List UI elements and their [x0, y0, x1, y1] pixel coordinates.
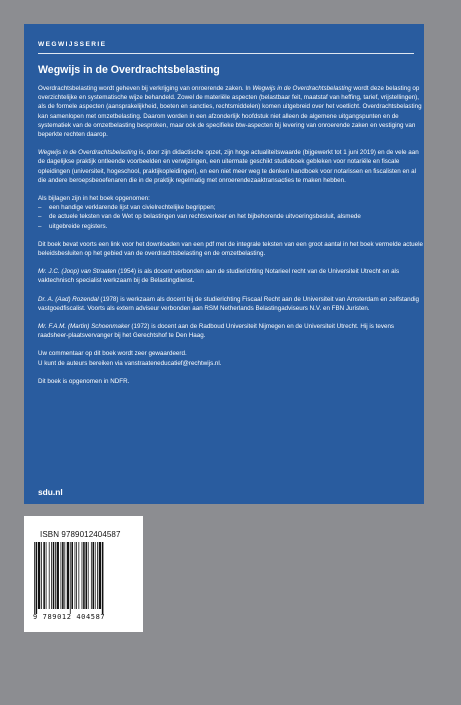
- ndfr-note: Dit boek is opgenomen in NDFR.: [38, 377, 130, 385]
- book-title: Wegwijs in de Overdrachtsbelasting: [38, 64, 220, 76]
- download-paragraph: Dit boek bevat voorts een link voor het downloaden van een pdf met de integrale teksten van een groot aantal in het boek vermelde actuele beleidsbesluiten op het gebied van de overdrachtsbelasting en de omzetbelasting.: [38, 240, 423, 258]
- author-bio: [38, 322, 424, 340]
- author-bio: [38, 295, 424, 313]
- bijlagen-list: [38, 203, 424, 231]
- commentary-line: Uw commentaar op dit boek wordt zeer gewaardeerd.: [38, 350, 187, 358]
- author-name: Mr. F.A.M. (Martin) Schoenmaker: [38, 323, 130, 331]
- blurb: [38, 84, 424, 395]
- author-bio: [38, 267, 424, 285]
- intro-book-title: Wegwijs in de Overdrachtsbelasting: [252, 85, 352, 92]
- intro-text-rest: wordt deze belasting op overzichtelijke en systematische wijze behandeld. Zowel de materiële aspecten (belastbaar feit, maatstaf van heffing, tarief, vrijstellingen), als de formele aspecten (aansprakelijkheid, boeten en sancties, rechtsmiddelen) komen uitgebreid over het voetlicht. Overdrachtsbelasting kan samenlopen met omzetbelasting. Daarom worden in een afzonderlijk hoofdstuk niet alleen de algemene uitgangspunten en de systematiek van de omzetbelasting besproken, maar ook de specifieke btw-aspecten bij levering van onroerende zaken en vestiging van beperkte rechten daarop.: [38, 85, 422, 139]
- contact-line: U kunt de auteurs bereiken via vanstraateneducatief@rechtwijs.nl.: [38, 359, 222, 367]
- author-bio-text: (1954) is als docent verbonden aan de studierichting Notarieel recht van de Universiteit Utrecht en als vaktechnisch specialist werkzaam bij de Belastingdienst.: [38, 268, 400, 285]
- second-paragraph: [38, 148, 424, 185]
- list-item: – een handige verklarende lijst van civielrechtelijke begrippen;: [38, 203, 424, 212]
- second-text: is, door zijn didactische opzet, zijn hoge actualiteitswaarde (bijgewerkt tot 1 juni 2019) en de vele aan de dagelijkse praktijk ontleende voorbeelden en verwijzingen, een uitermate geschikt studieboek gebleken voor notariële en fiscale opleidingen (universiteit, hogeschool, praktijkopleidingen), en een niet meer weg te denken handboek voor notarissen en fiscalisten en al die andere beroepsbeoefenaren die in de praktijk regelmatig met onroerendezaaktransacties te maken hebben.: [38, 149, 419, 184]
- author-name: Dr. A. (Aad) Rozendal: [38, 295, 99, 303]
- author-bio-text: (1972) is docent aan de Radboud Universiteit Nijmegen en de Universiteit Utrecht. Hij is tevens raadsheer-plaatsvervanger bij het Gerechtshof te Den Haag.: [38, 323, 395, 340]
- barcode-label: [24, 516, 143, 632]
- isbn-text: ISBN 9789012404587: [40, 530, 121, 539]
- barcode-digits: 9 789012 404587: [33, 613, 106, 621]
- divider: [38, 53, 414, 54]
- publisher-logo: sdu.nl: [38, 487, 63, 497]
- list-item: – de actuele teksten van de Wet op belastingen van rechtsverkeer en het bijbehorende uitvoeringsbesluit, alsmede: [38, 212, 424, 221]
- back-cover-panel: [24, 24, 424, 504]
- author-name: Mr. J.C. (Joop) van Straaten: [38, 268, 117, 276]
- intro-text: Overdrachtsbelasting wordt geheven bij verkrijging van onroerende zaken. In: [38, 85, 253, 92]
- intro-paragraph: [38, 84, 424, 139]
- bijlagen-intro: Als bijlagen zijn in het boek opgenomen:: [38, 195, 150, 203]
- barcode-icon: [34, 542, 134, 614]
- author-bio-text: (1978) is werkzaam als docent bij de studierichting Fiscaal Recht aan de Universiteit van Amsterdam en zelfstandig vastgoedfiscalist. Voorts als extern adviseur verbonden aan RSM Netherlands Belastingadviseurs N.V. en FBN Juristen.: [38, 295, 419, 312]
- series-label: WEGWIJSSERIE: [38, 41, 107, 48]
- list-item: – uitgebreide registers.: [38, 222, 424, 231]
- second-book-title: Wegwijs in de Overdrachtsbelasting: [38, 149, 138, 157]
